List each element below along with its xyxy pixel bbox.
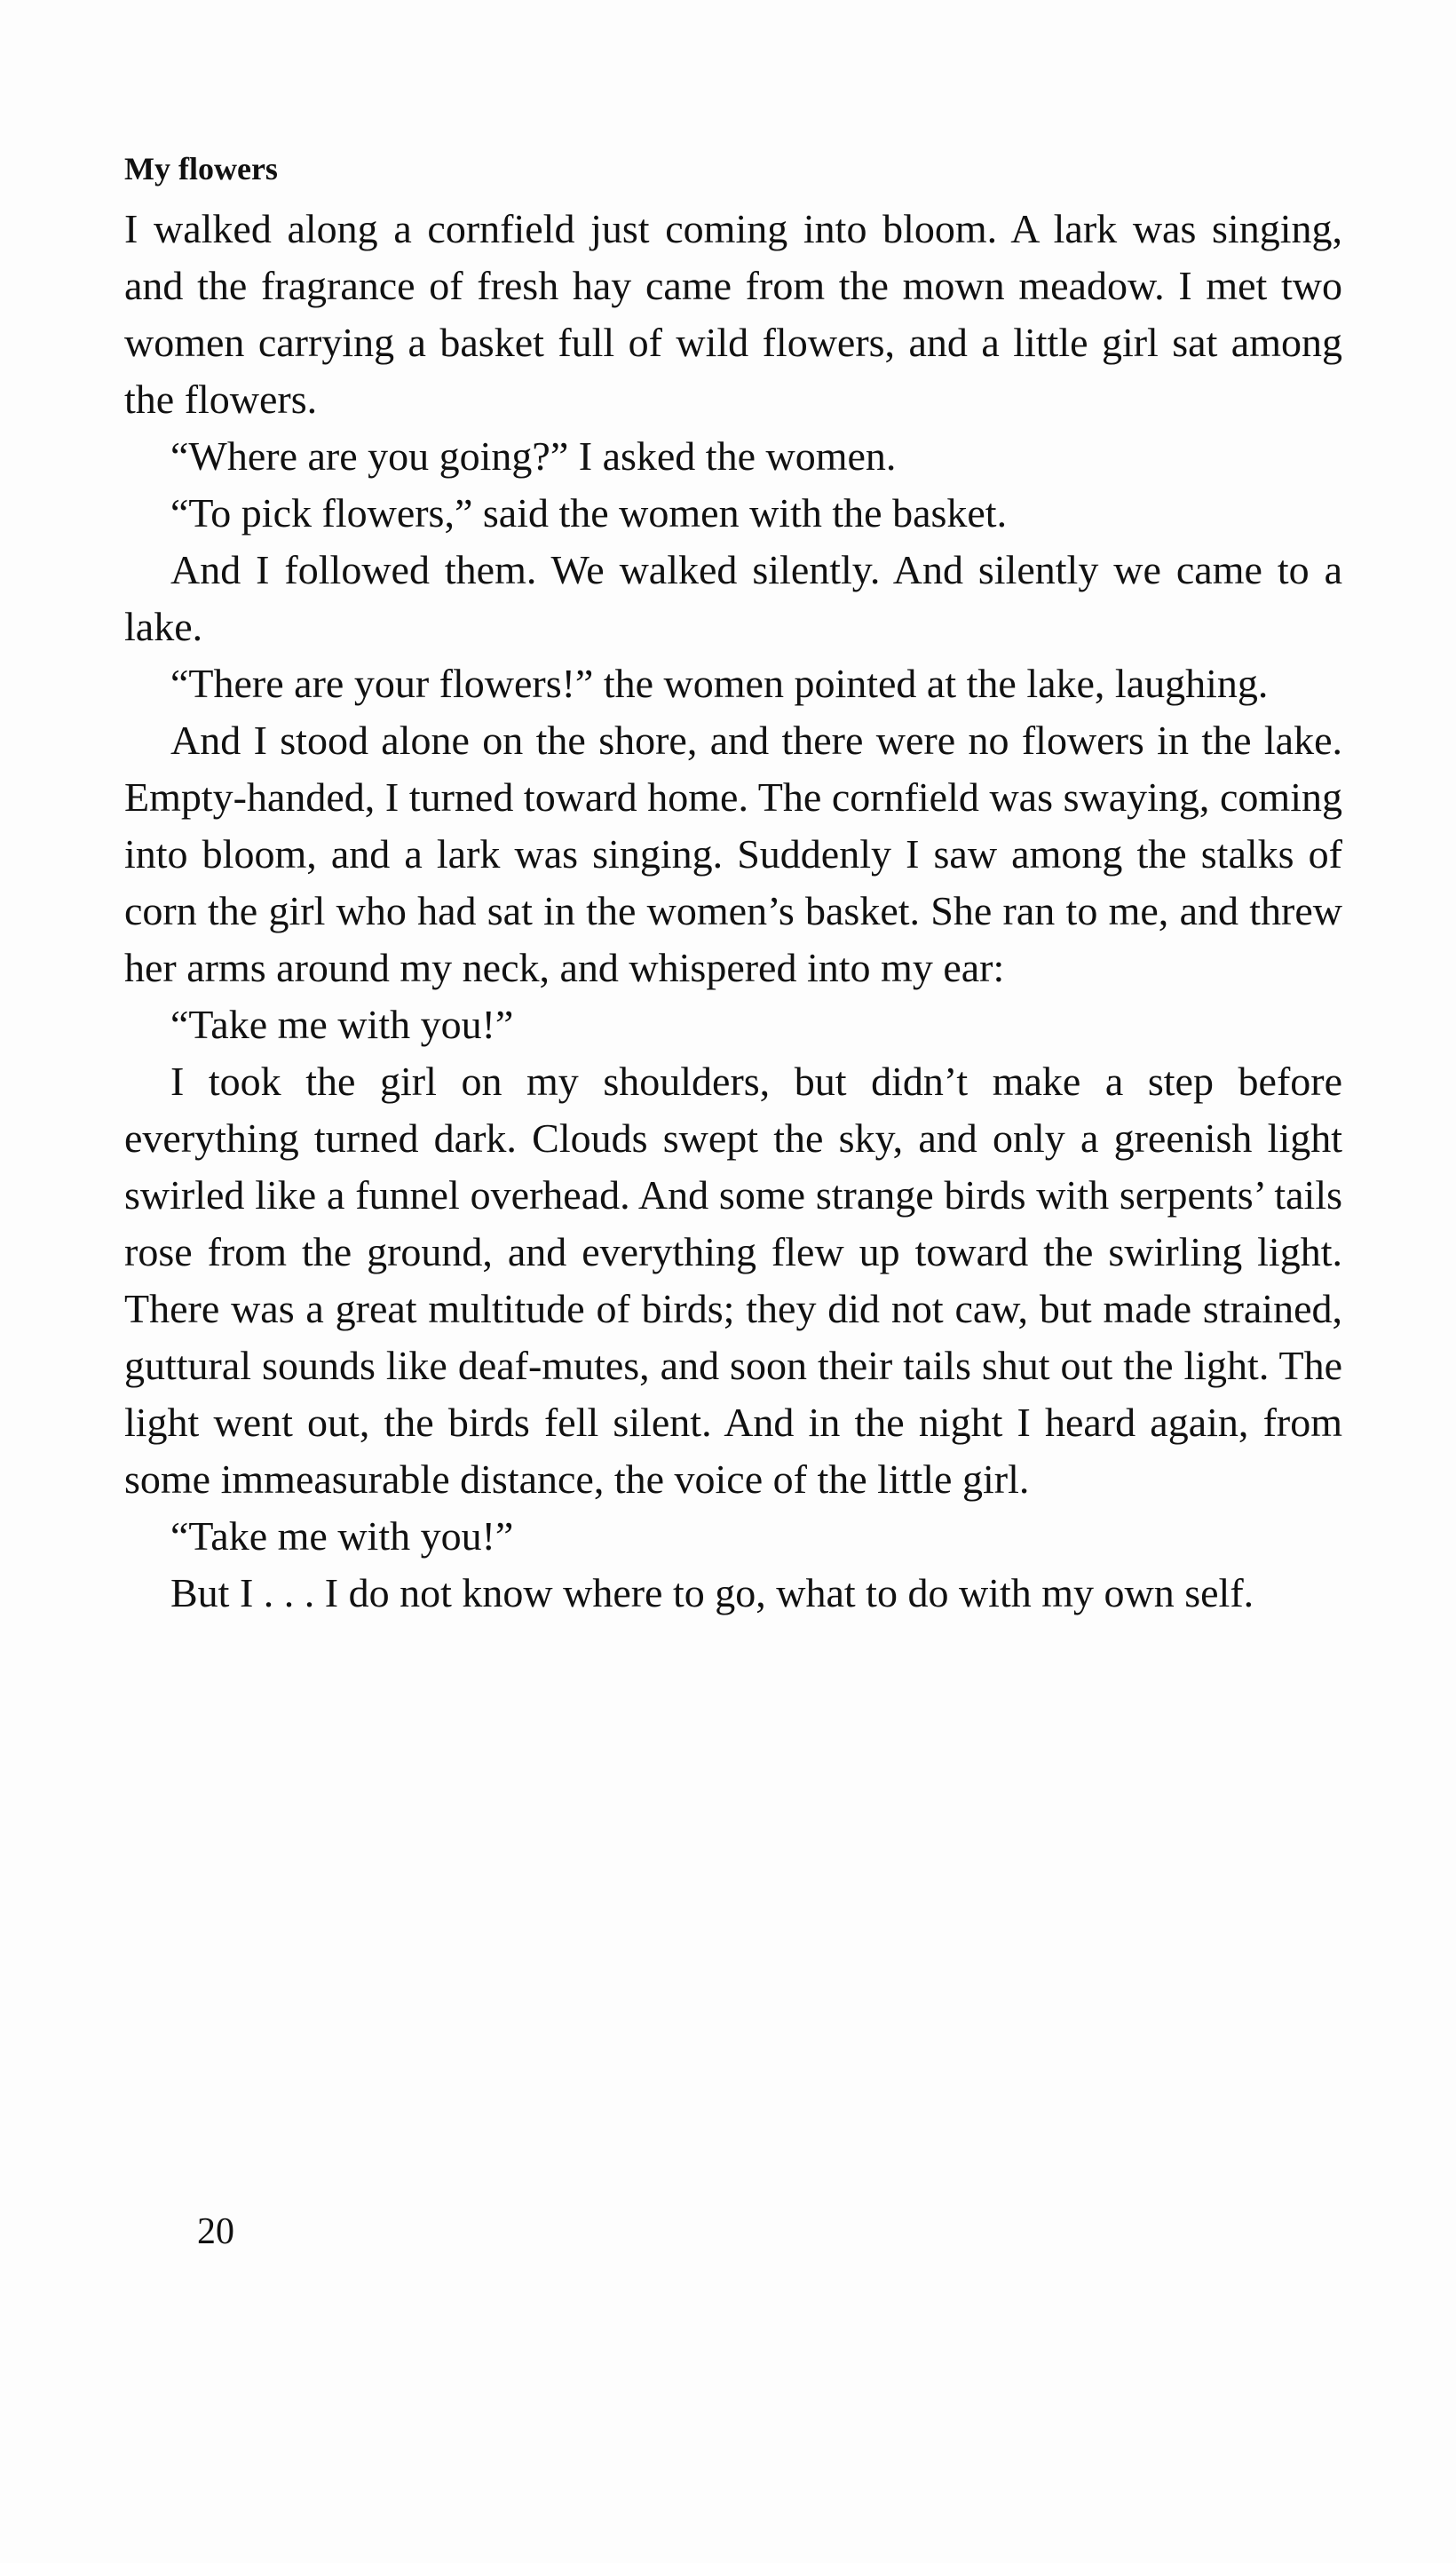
- paragraph: “Where are you going?” I asked the women.: [170, 433, 897, 479]
- page-number: 20: [197, 2211, 234, 2252]
- paragraph: I walked along a cornfield just coming into bloom. A lark was singing, and the fragrance of fresh hay came from the mown meadow. I met two women carrying a basket full of wild flowers, and a little girl sat among the flowers.: [124, 206, 1342, 422]
- paragraph: “Take me with you!”: [170, 1513, 514, 1559]
- paragraph: “To pick flowers,” said the women with the basket.: [170, 490, 1008, 536]
- paragraph: But I . . . I do not know where to go, what to do with my own self.: [170, 1570, 1254, 1615]
- document-body: [124, 201, 1342, 1622]
- document-title: My flowers: [124, 151, 278, 186]
- paragraph: And I followed them. We walked silently. And silently we came to a lake.: [124, 547, 1342, 649]
- paragraph: “Take me with you!”: [170, 1002, 514, 1047]
- paragraph: I took the girl on my shoulders, but didn’t make a step before everything turned dark. Clouds swept the sky, and only a greenish light swirled like a funnel overhead. And some strange birds with serpents’ tails rose from the ground, and everything flew up toward the swirling light. There was a great multitude of birds; they did not caw, but made strained, guttural sounds like deaf-mutes, and soon their tails shut out the light. The light went out, the birds fell silent. And in the night I heard again, from some immeasurable distance, the voice of the little girl.: [124, 1059, 1342, 1502]
- paragraph: And I stood alone on the shore, and there were no flowers in the lake. Empty-handed, I turned toward home. The cornfield was swaying, coming into bloom, and a lark was singing. Suddenly I saw among the stalks of corn the girl who had sat in the women’s basket. She ran to me, and threw her arms around my neck, and whispered into my ear:: [124, 718, 1342, 990]
- paragraph: “There are your flowers!” the women pointed at the lake, laughing.: [170, 661, 1269, 706]
